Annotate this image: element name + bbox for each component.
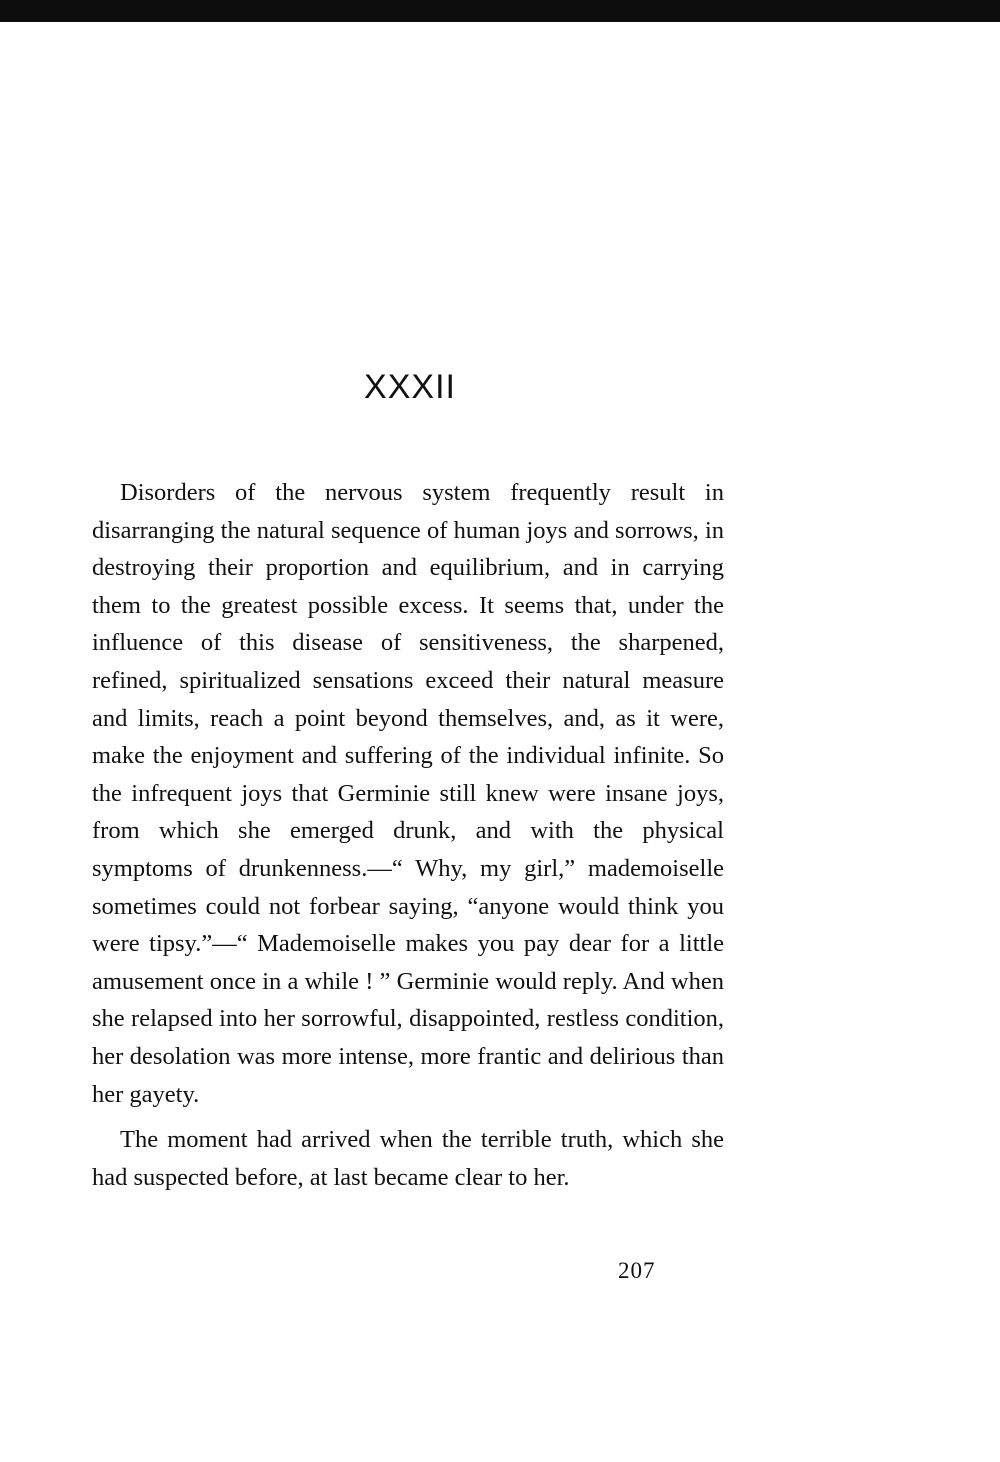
body-text [92, 474, 724, 1196]
paragraph-1: Disorders of the nervous system frequently result in disarranging the natural sequence of human joys and sorrows, in destroying their proportion and equilibrium, and in carrying them to the greatest possible excess. It seems that, under the influence of this disease of sensitiveness, the sharpened, refined, spiritualized sensations exceed their natural measure and limits, reach a point beyond themselves, and, as it were, make the enjoyment and suffering of the individual infinite. So the infrequent joys that Germinie still knew were insane joys, from which she emerged drunk, and with the physical symptoms of drunkenness.—“ Why, my girl,” mademoiselle sometimes could not forbear saying, “anyone would think you were tipsy.”—“ Mademoiselle makes you pay dear for a little amusement once in a while ! ” Germinie would reply. And when she relapsed into her sorrowful, disappointed, restless condition, her desolation was more intense, more frantic and delirious than her gayety. [92, 479, 724, 1108]
scan-edge-bar [0, 0, 1000, 22]
chapter-title: XXXII [364, 368, 456, 406]
page-number: 207 [618, 1258, 656, 1283]
paragraph-2: The moment had arrived when the terrible truth, which she had suspected before, at last became clear to her. [92, 1126, 724, 1191]
